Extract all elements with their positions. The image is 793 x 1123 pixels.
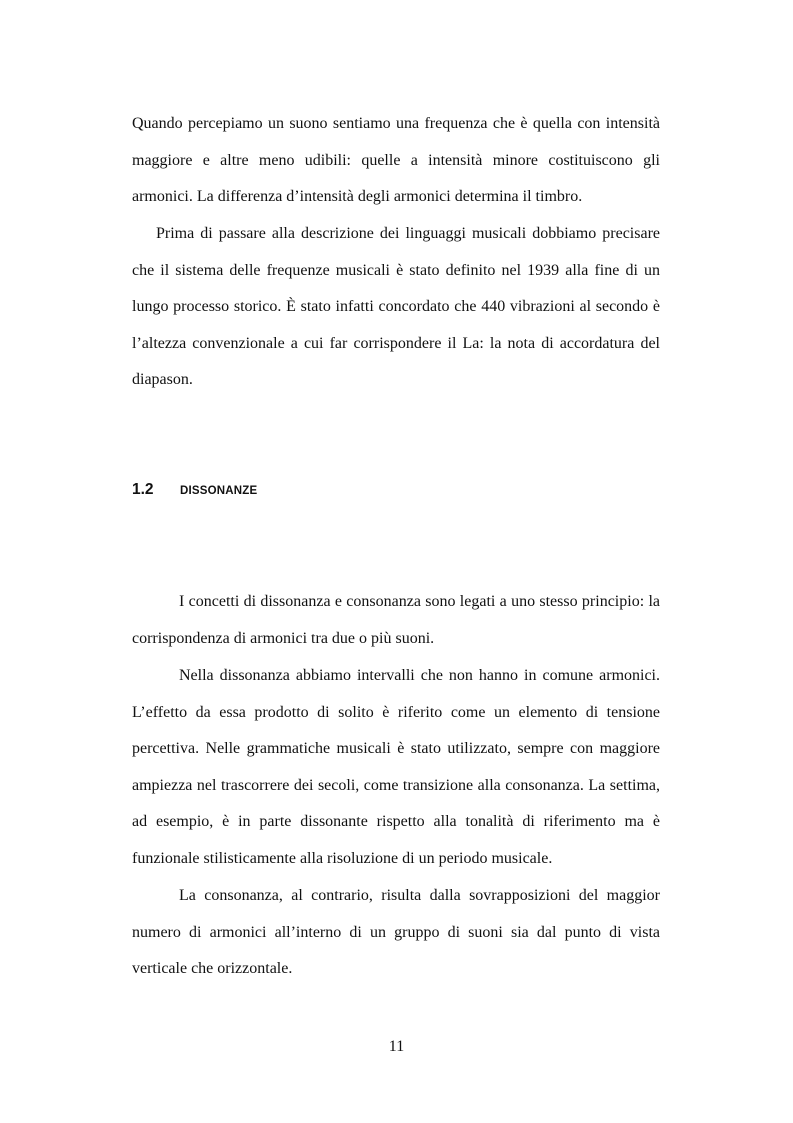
paragraph-frequency-system: Prima di passare alla descrizione dei linguaggi musicali dobbiamo precisare che il sistema delle frequenze musicali è stato definito nel 1939 alla fine di un lungo processo storico. È stato infatti concordato che 440 vibrazioni al secondo è l’altezza convenzionale a cui far corrispondere il La: la nota di accordatura del diapason. [132, 225, 660, 389]
page-number: 11 [388, 1038, 405, 1055]
paragraph-dissonance: Nella dissonanza abbiamo intervalli che non hanno in comune armonici. L’effetto da essa prodotto di solito è riferito come un elemento di tensione percettiva. Nelle grammatiche musicali è stato utilizzato, sempre con maggiore ampiezza nel trascorrere dei secoli, come transizione alla consonanza. La settima, ad esempio, è in parte dissonante rispetto alla tonalità di riferimento ma è funzionale stilisticamente alla risoluzione di un periodo musicale. [132, 667, 660, 867]
section-title: DISSONANZE [180, 485, 258, 497]
paragraph-dissonance-intro: I concetti di dissonanza e consonanza sono legati a uno stesso principio: la corrispondenza di armonici tra due o più suoni. [132, 593, 660, 647]
paragraph-consonance: La consonanza, al contrario, risulta dalla sovrapposizioni del maggior numero di armonici all’interno di un gruppo di suoni sia dal punto di vista verticale che orizzontale. [132, 887, 660, 978]
section-heading [132, 481, 257, 499]
paragraph-timbre: Quando percepiamo un suono sentiamo una frequenza che è quella con intensità maggiore e altre meno udibili: quelle a intensità minore costituiscono gli armonici. La differenza d’intensità degli armonici determina il timbro. [132, 115, 660, 206]
section-number: 1.2 [132, 481, 154, 498]
